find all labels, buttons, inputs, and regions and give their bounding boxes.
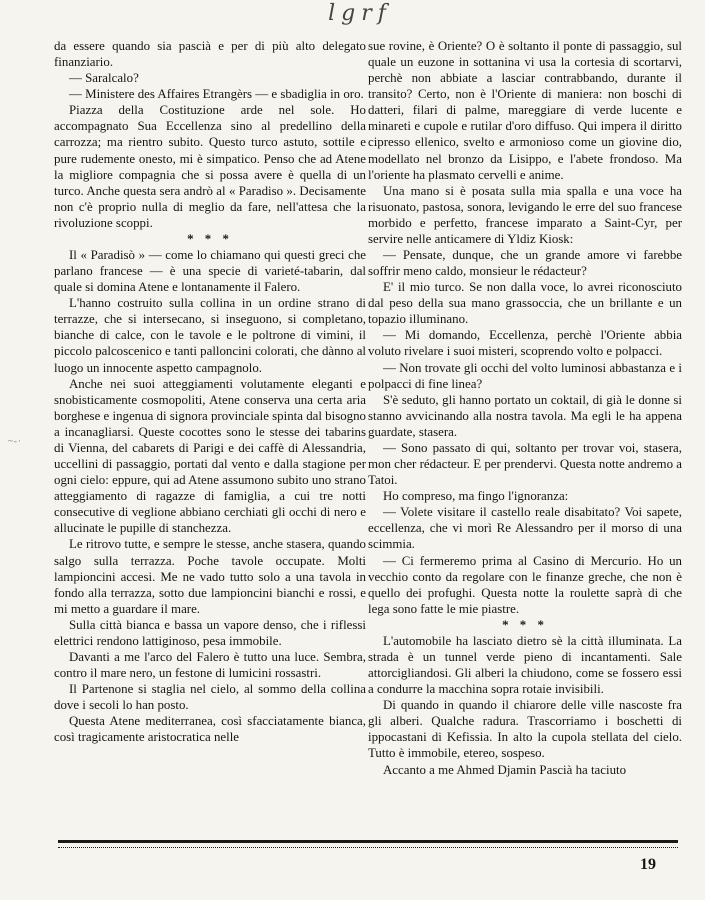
paragraph: Questa Atene mediterranea, così sfacciatamente bianca, così tragicamente aristocratica nelle bbox=[54, 714, 366, 745]
margin-mark: ~-· bbox=[8, 436, 22, 446]
paragraph: S'è seduto, gli hanno portato un coktail, di già le donne si stanno avvicinando alla nostra tavola. Ma egli le ha appena guardate, stasera. bbox=[368, 392, 682, 439]
paragraph: Davanti a me l'arco del Falero è tutto una luce. Sembra, contro il mare nero, un festone di lumicini rossastri. bbox=[54, 649, 366, 681]
paragraph: Anche nei suoi atteggiamenti volutamente eleganti e snobisticamente cosmopoliti, Atene conserva una certa aria borghese e ingenua di signora provinciale spinta dal bisogno a incanagliarsi. Queste cocottes sono le stesse dei tabarins di Vienna, del cabarets di Parigi e dei caffè di Alessandria, uccellini di passaggio, portati dal vento e dalla stagione per ogni cielo: eppure, qui ad Atene assumono subito uno strano atteggiamento di ragazze di famiglia, a cui tre notti consecutive di veglione abbiano cerchiati gli occhi di nero e allucinate le pupille di stanchezza. bbox=[54, 376, 366, 536]
paragraph: Il Partenone si staglia nel cielo, al sommo della collina dove i secoli lo han posto. bbox=[54, 682, 366, 713]
left-column bbox=[54, 38, 366, 745]
paragraph: Una mano si è posata sulla mia spalla e una voce ha risuonato, pastosa, sonora, levigando le erre del suo francese morbido e perfetto, francese imparato a Saint-Cyr, per servire nelle anticamere di Yldiz Kiosk: bbox=[368, 183, 682, 246]
dialogue-line: — Ministere des Affaires Etrangèrs — e sbadiglia in oro. bbox=[69, 87, 364, 102]
paragraph: da essere quando sia pascià e per di più alto delegato finanziario. bbox=[54, 39, 366, 70]
paragraph: L'hanno costruito sulla collina in un ordine strano di terrazze, che si intersecano, si inseguono, si completano, bianche di calce, con le tavole e le poltrone di vimini, il piccolo palcoscenico e tanti palloncini colorati, che dànno al luogo un innocente aspetto campagnolo. bbox=[54, 296, 366, 375]
footer-divider bbox=[58, 840, 678, 848]
paragraph: Sulla città bianca e bassa un vapore denso, che i riflessi elettrici rendono lattiginoso, pesa immobile. bbox=[54, 617, 366, 648]
dialogue-line: — Non trovate gli occhi del volto luminosi abbastanza e i polpacci di fine linea? bbox=[368, 360, 682, 391]
header-handwritten-mark: lgrf bbox=[328, 1, 392, 26]
paragraph: Di quando in quando il chiarore delle ville nascoste fra gli alberi. Qualche radura. Trascorriamo i boschetti di ippocastani di Kefissia. In alto la cupola stellata del cielo. Tutto è immobile, etereo, sospeso. bbox=[368, 698, 682, 761]
section-break: * * * bbox=[187, 231, 233, 246]
dialogue-line: — Sono passato di qui, soltanto per trovar voi, stasera, mon cher rédacteur. E per prendervi. Questa notte andremo a Tatoi. bbox=[368, 440, 682, 488]
page-number: 19 bbox=[640, 856, 656, 873]
paragraph: sue rovine, è Oriente? O è soltanto il ponte di passaggio, sul quale un euzone in sottanina vi usa la cortesia di scortarvi, perchè non abbiate a lasciar contrabbando, durante il transito? Certo, non è l'Oriente di maniera: non boschi di datteri, filari di palme, mareggiare di verde lucente e minareti e cupole e rutilar d'oro diffuso. Qui impera il diritto cipresso ellenico, svelto e armonioso come un giovine dio, modellato nel bronzo da Lisippo, e l'abete frondoso. Ma l'oriente ha plasmato cervelli e anime. bbox=[368, 39, 682, 182]
paragraph: L'automobile ha lasciato dietro sè la città illuminata. La strada è un tunnel verde pieno di incantamenti. Sale attorcigliandosi. Gli alberi la chiudono, come se fossero essi a condurre la macchina sopra rotaie invisibili. bbox=[368, 633, 682, 697]
paragraph: Le ritrovo tutte, e sempre le stesse, anche stasera, quando salgo sulla terrazza. Poche tavole occupate. Molti lampioncini accesi. Me ne vado tutto solo a una tavola in fondo alla terrazza, sotto due lampioncini bianchi e rossi, e mi metto a guardare il mare. bbox=[54, 537, 366, 616]
section-break: * * * bbox=[502, 617, 548, 632]
dialogue-line: — Volete visitare il castello reale disabitato? Voi sapete, eccellenza, che vi morì Re Alessandro per il morso di una scimmia. bbox=[368, 505, 682, 552]
dialogue-line: — Ci fermeremo prima al Casino di Mercurio. Ho un vecchio conto da regolare con le finanze greche, che non è quello dei profughi. Questa notte la roulette saprà di che lega sono fatte le mie piastre. bbox=[368, 553, 682, 616]
paragraph: Ho compreso, ma fingo l'ignoranza: bbox=[383, 489, 569, 504]
right-column bbox=[368, 38, 682, 778]
dialogue-line: — Mi domando, Eccellenza, perchè l'Oriente abbia voluto rivelare i suoi misteri, scoprendo volto e polpacci. bbox=[368, 328, 682, 359]
dialogue-line: — Pensate, dunque, che un grande amore vi farebbe soffrir meno caldo, monsieur le rédacteur? bbox=[368, 248, 682, 279]
dialogue-line: — Saralcalo? bbox=[69, 71, 139, 86]
paragraph: Il « Paradisò » — come lo chiamano qui questi greci che parlano francese — è una specie di varieté-tabarin, dal quale si domina Atene e lontanamente il Falero. bbox=[54, 248, 366, 295]
paragraph: Piazza della Costituzione arde nel sole. Ho accompagnato Sua Eccellenza sino al predellino della carrozza; ma rientro subito. Questo turco astuto, sottile e pure rudemente onesto, mi è simpatico. Penso che ad Atene la migliore compagnia che si possa avere è quella di un turco. Anche questa sera andrò al « Paradiso ». Decisamente non c'è proprio nulla di meglio da fare, nell'attesa che la rivoluzione scoppi. bbox=[54, 103, 366, 230]
paragraph: E' il mio turco. Se non dalla voce, lo avrei riconosciuto dal peso della sua mano grassoccia, che un brillante e un topazio illuminano. bbox=[368, 280, 682, 327]
paragraph: Accanto a me Ahmed Djamin Pascià ha taciuto bbox=[383, 762, 627, 777]
